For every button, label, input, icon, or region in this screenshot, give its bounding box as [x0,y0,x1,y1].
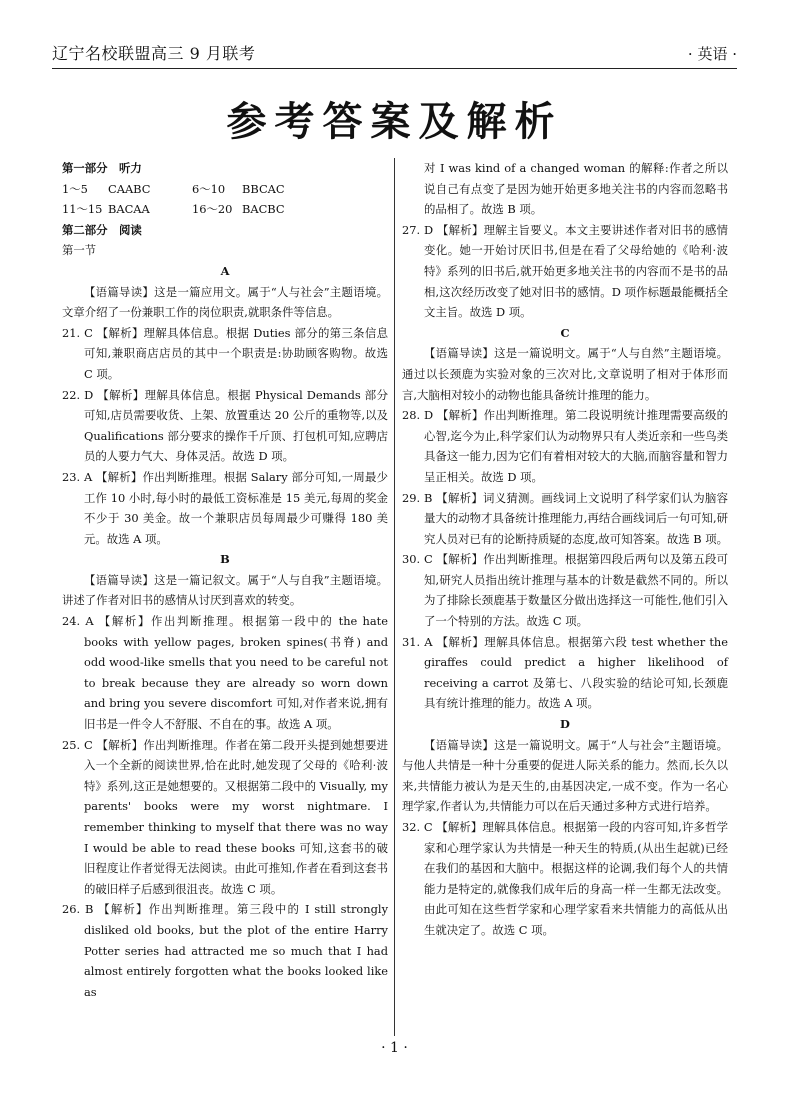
subject-label: · 英语 · [687,45,737,63]
guide-c: 【语篇导读】这是一篇说明文。属于“人与自然”主题语境。通过以长颈鹿为实验对象的三次对比,文章说明了相对于体形而言,大脑相对较小的动物也能具备统计推理的能力。 [402,346,728,402]
page-header [52,38,737,69]
answer-row [62,199,388,220]
page-title: 参考答案及解析 [226,99,563,145]
answer-26-continued: 对 I was kind of a changed woman 的解释:作者之所以说自己有点变了是因为她开始更多地关注书的内容而忽略书的品相了。故选 B 项。 [424,161,728,217]
passage-d-heading: D [560,717,570,732]
guide-a: 【语篇导读】这是一篇应用文。属于“人与社会”主题语境。文章介绍了一份兼职工作的岗位职责,就职条件等信息。 [62,284,388,320]
answer-key: BBCAC [242,181,285,196]
column-divider [394,158,395,1036]
answer-key: BACBC [242,202,285,217]
guide-b: 【语篇导读】这是一篇记叙文。属于“人与自我”主题语境。讲述了作者对旧书的感情从讨厌到喜欢的转变。 [62,572,388,608]
answer-range: 6～10 [192,181,226,196]
exam-name: 辽宁名校联盟高三 9 月联考 [52,44,256,63]
answer-24: 24. A 【解析】作出判断推理。根据第一段中的 the hate books with yellow pages, broken spines(书脊) and odd wood-like smells that you need to be careful not to break because they are already so worn down and bring you severe discomfort 可知,对作者来说,拥有旧书是一件令人不舒服、不自在的事。故选 A 项。 [62,614,388,732]
right-column [402,158,728,941]
answer-range: 16～20 [192,202,233,217]
answer-29: 29. B 【解析】词义猜测。画线词上文说明了科学家们认为脑容量大的动物才具备统计推理能力,再结合画线词后一句可知,研究人员对已有的论断持质疑的态度,故可知答案。故选 B 项。 [402,490,728,546]
answer-30: 30. C 【解析】作出判断推理。根据第四段后两句以及第五段可知,研究人员指出统计推理与基本的计数是截然不同的。所以为了排除长颈鹿基于数量区分做出选择这一可能性,他们引入了一个特别的方法。故选 C 项。 [402,552,728,629]
answer-25: 25. C 【解析】作出判断推理。作者在第二段开头提到她想要进入一个全新的阅读世界,恰在此时,她发现了父母的《哈利·波特》系列,这正是她想要的。又根据第二段中的 Visually, my parents' books were my worst nightmare. I remember thinking to myself that there was no way I would be able to read these books 可知,这套书的破旧程度让作者觉得无法阅读。由此可推知,作者在看到这套书的破旧样子后感到很沮丧。故选 C 项。 [62,737,388,896]
answer-26: 26. B 【解析】作出判断推理。第三段中的 I still strongly disliked old books, but the plot of the entire Harry Potter series had attracted me so much that I had almost entirely forgotten what the books looked like as [62,902,388,999]
answer-27: 27. D 【解析】理解主旨要义。本文主要讲述作者对旧书的感情变化。她一开始讨厌旧书,但是在看了父母给她的《哈利·波特》系列的旧书后,就开始更多地关注书的内容而不是书的品相,这次经历改变了她对旧书的感情。D 项作标题最能概括全文主旨。故选 D 项。 [402,222,728,320]
part2-heading: 第二部分 阅读 [62,222,142,237]
page-number: · 1 · [381,1040,408,1056]
left-column [62,158,388,1002]
answer-22: 22. D 【解析】理解具体信息。根据 Physical Demands 部分可知,店员需要收货、上架、放置重达 20 公斤的重物等,以及 Qualifications 部分要求的操作千斤顶、打包机可知,应聘店员的人要力气大、身体灵活。故选 D 项。 [62,387,388,464]
answer-32: 32. C 【解析】理解具体信息。根据第一段的内容可知,许多哲学家和心理学家认为共情是一种天生的特质,(从出生起就)已经在我们的基因和大脑中。根据这样的论调,我们每个人的共情能力是特定的,就像我们成年后的身高一样一生都无法改变。由此可知在这些哲学家和心理学家看来共情能力的高低从出生就决定了。故选 C 项。 [402,820,728,937]
answer-23: 23. A 【解析】作出判断推理。根据 Salary 部分可知,一周最少工作 10 小时,每小时的最低工资标准是 15 美元,每周的奖金不少于 30 美金。故一个兼职店员每周最少可赚得 180 美元。故选 A 项。 [62,469,388,546]
answer-28: 28. D 【解析】作出判断推理。第二段说明统计推理需要高级的心智,迄今为止,科学家们认为动物界只有人类近亲和一些鸟类具备这一能力,因为它们有着相对较大的大脑,而脑容量和智力呈正相关。故选 D 项。 [402,408,728,484]
answer-key: BACAA [108,202,150,217]
passage-c-heading: C [560,325,570,340]
part1-heading: 第一部分 听力 [62,161,142,175]
answer-row [62,179,388,200]
passage-a-heading: A [220,263,230,278]
answer-key: CAABC [108,181,151,196]
answer-range: 1～5 [62,181,88,196]
answer-31: 31. A 【解析】理解具体信息。根据第六段 test whether the giraffes could predict a higher likelihood of receiving a carrot 及第七、八段实验的结论可知,长颈鹿具有统计推理的能力。故选 A 项。 [402,634,728,711]
section-heading: 第一节 [62,243,97,258]
passage-b-heading: B [220,552,230,567]
guide-d: 【语篇导读】这是一篇说明文。属于“人与社会”主题语境。与他人共情是一种十分重要的促进人际关系的能力。然而,长久以来,共情能力被认为是天生的,由基因决定,一成不变。作为一名心理学家,作者认为,共情能力可以在后天通过多种方式进行培养。 [402,737,728,814]
answer-range: 11～15 [62,202,103,217]
answer-21: 21. C 【解析】理解具体信息。根据 Duties 部分的第三条信息可知,兼职商店店员的其中一个职责是:协助顾客购物。故选 C 项。 [62,325,388,381]
